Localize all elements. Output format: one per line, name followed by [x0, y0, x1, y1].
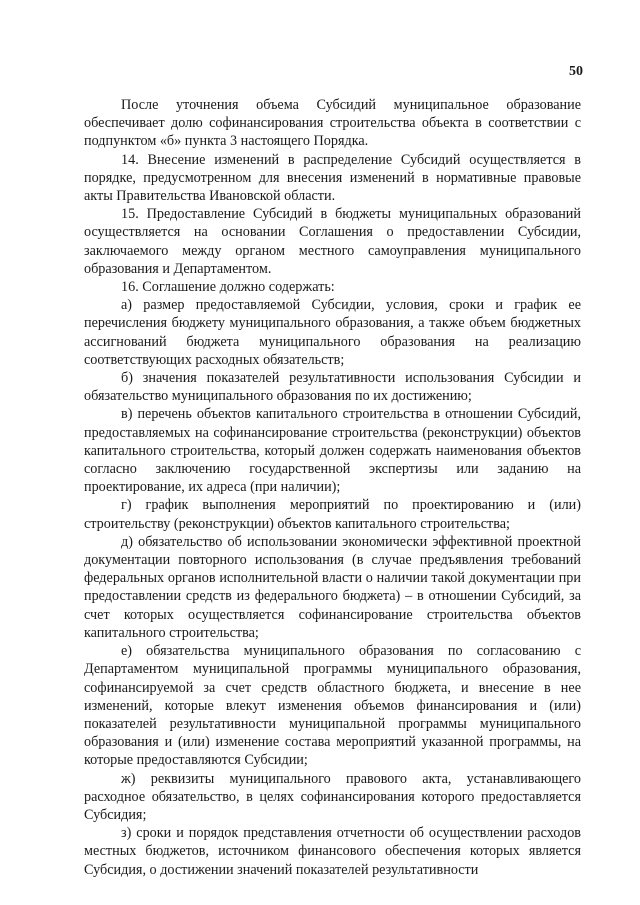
paragraph-16-b: б) значения показателей результативности использования Субсидии и обязательство муниципального образования по их достижению;	[84, 370, 581, 405]
paragraph-16-zh: ж) реквизиты муниципального правового акта, устанавливающего расходное обязательство, в целях софинансирования которого предоставляется Субсидия;	[84, 770, 581, 823]
paragraph-16-z: з) сроки и порядок представления отчетности об осуществлении расходов местных бюджетов, источником финансового обеспечения которых является Субсидия, о достижении значений показателей результативности	[84, 825, 581, 878]
paragraph-16-a: а) размер предоставляемой Субсидии, условия, сроки и график ее перечисления бюджету муниципального образования, а также объем бюджетных ассигнований бюджета муниципального образования на реализацию соответствующих расходных обязательств;	[84, 297, 581, 368]
paragraph-16: 16. Соглашение должно содержать:	[121, 279, 335, 296]
paragraph-16-v: в) перечень объектов капитального строительства в отношении Субсидий, предоставляемых на софинансирование строительства (реконструкции) объектов капитального строительства, который должен содержать наименования объектов согласно заключению государственной экспертизы или заданию на проектирование, их адреса (при наличии);	[84, 406, 581, 496]
paragraph-subsidy-volume: После уточнения объема Субсидий муниципальное образование обеспечивает долю софинансирования строительства объекта в соответствии с подпунктом «б» пункта 3 настоящего Порядка.	[84, 97, 581, 150]
document-body	[84, 96, 581, 879]
paragraph-14: 14. Внесение изменений в распределение Субсидий осуществляется в порядке, предусмотренном для внесения изменений в нормативные правовые акты Правительства Ивановской области.	[84, 151, 581, 205]
paragraph-16-g: г) график выполнения мероприятий по проектированию и (или) строительству (реконструкции) объектов капитального строительства;	[84, 497, 581, 532]
paragraph-16-e: е) обязательства муниципального образования по согласованию с Департаментом муниципальной программы муниципального образования, софинансируемой за счет средств областного бюджета, и внесение в нее изменений, которые влекут изменения объемов финансирования и (или) показателей результативности муниципальной программы муниципального образования и (или) изменение состава мероприятий указанной программы, на которые предоставляются Субсидии;	[84, 643, 581, 769]
paragraph-16-d: д) обязательство об использовании экономически эффективной проектной документации повторного использования (в случае предъявления требований федеральных органов исполнительной власти о наличии такой документации при предоставлении средств из федерального бюджета) – в отношении Субсидий, за счет которых осуществляется софинансирование строительства объектов капитального строительства;	[84, 533, 581, 641]
page-number: 50	[569, 64, 583, 79]
paragraph-15: 15. Предоставление Субсидий в бюджеты муниципальных образований осуществляется на основании Соглашения о предоставлении Субсидии, заключаемого между органом местного самоуправления муниципального образования и Департаментом.	[84, 206, 581, 277]
